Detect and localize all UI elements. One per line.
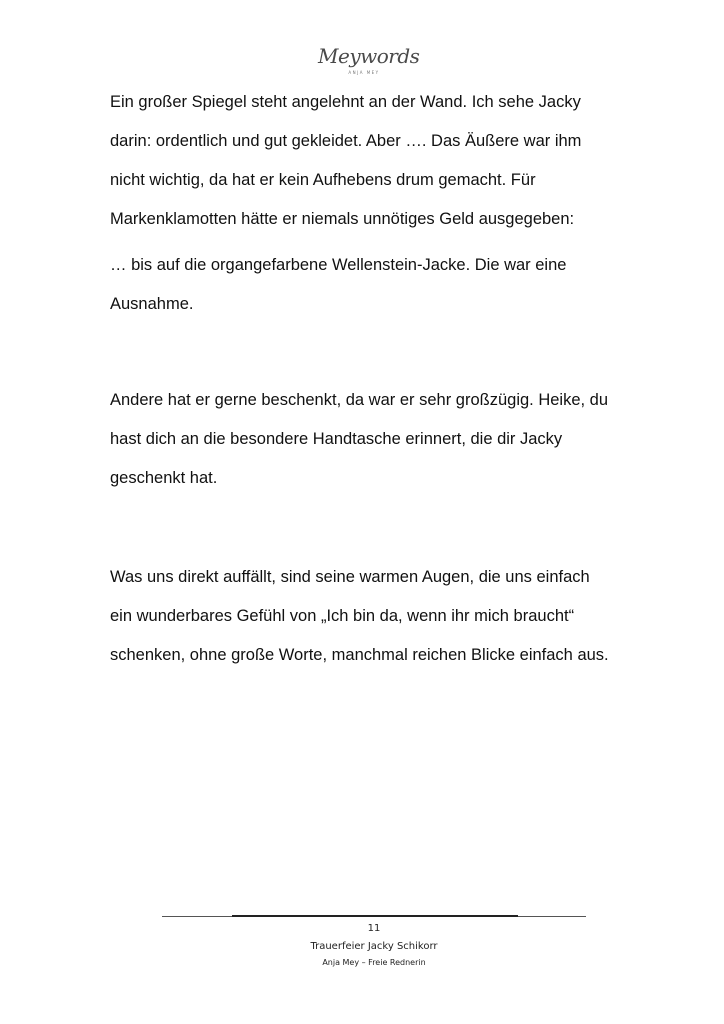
- text-line: Was uns direkt auffällt, sind seine warmen Augen, die uns einfach: [110, 568, 590, 586]
- logo-wordmark: Meywords: [318, 44, 420, 68]
- footer-divider-accent: [232, 915, 518, 917]
- text-line: geschenkt hat.: [110, 469, 218, 487]
- meywords-logo: [318, 42, 420, 82]
- logo-subtext: ANJA MEY: [348, 70, 380, 75]
- text-line: Markenklamotten hätte er niemals unnötiges Geld ausgegeben:: [110, 210, 575, 228]
- text-line: Ein großer Spiegel steht angelehnt an der Wand. Ich sehe Jacky: [110, 93, 581, 111]
- page-number: 11: [367, 923, 381, 934]
- text-line: darin: ordentlich und gut gekleidet. Aber …. Das Äußere war ihm: [110, 132, 582, 150]
- text-line: Andere hat er gerne beschenkt, da war er sehr großzügig. Heike, du: [110, 391, 609, 409]
- text-line: Ausnahme.: [110, 295, 194, 313]
- text-line: hast dich an die besondere Handtasche erinnert, die dir Jacky: [110, 430, 563, 448]
- document-title: Trauerfeier Jacky Schikorr: [310, 941, 438, 952]
- text-line: … bis auf die organgefarbene Wellenstein-Jacke. Die war eine: [110, 256, 567, 274]
- text-line: schenken, ohne große Worte, manchmal reichen Blicke einfach aus.: [110, 646, 609, 664]
- text-line: ein wunderbares Gefühl von „Ich bin da, wenn ihr mich braucht“: [110, 607, 575, 625]
- author-line: Anja Mey – Freie Rednerin: [322, 958, 426, 967]
- text-line: nicht wichtig, da hat er kein Aufhebens drum gemacht. Für: [110, 171, 536, 189]
- page-footer: [162, 922, 586, 969]
